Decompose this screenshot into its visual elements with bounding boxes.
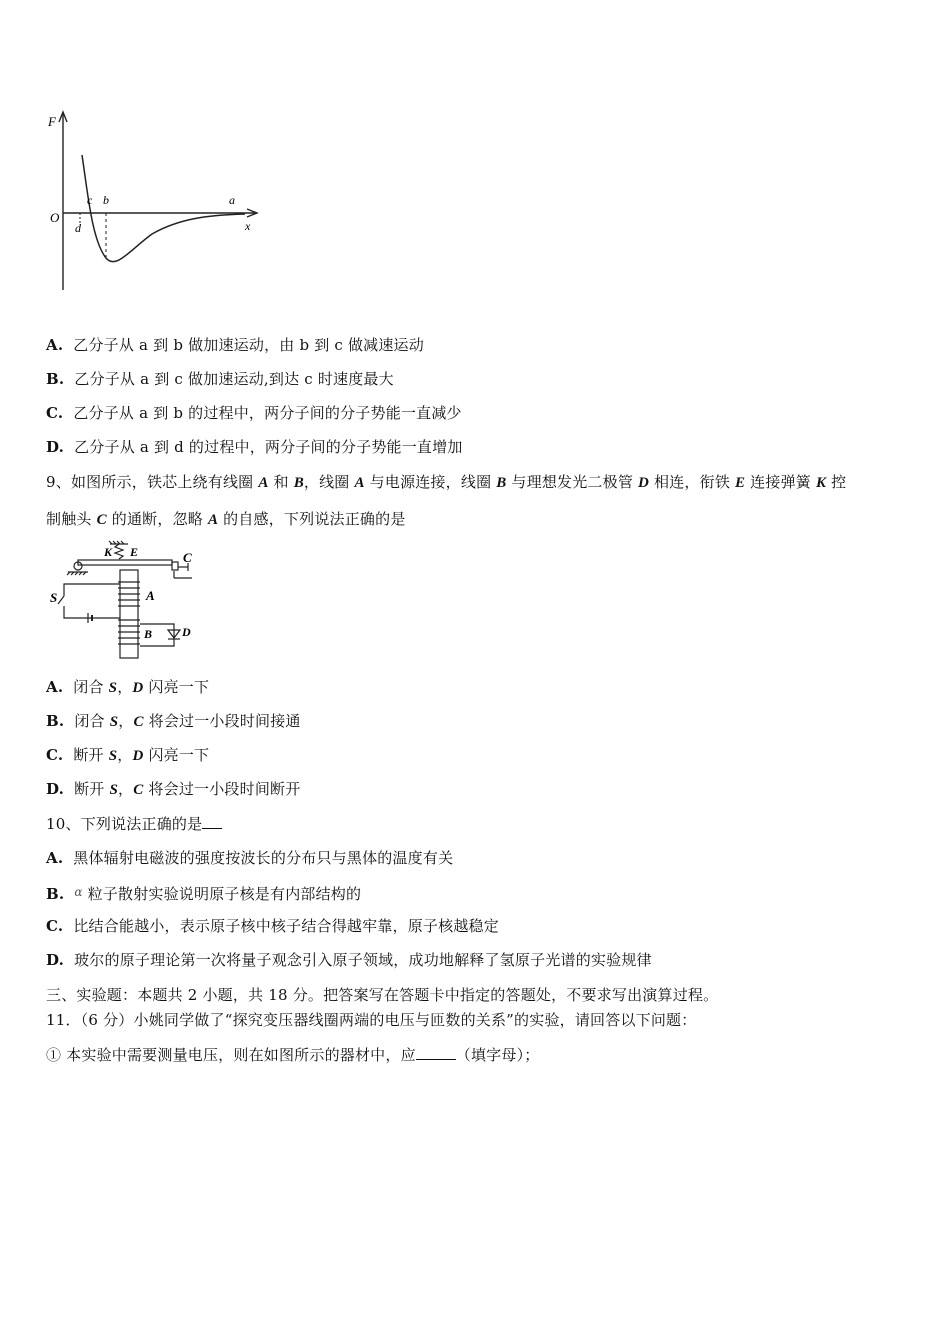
q9-option-b: B. 闭合 S，C 将会过一小段时间接通 bbox=[46, 712, 301, 730]
q10-option-a: A. 黑体辐射电磁波的强度按波长的分布只与黑体的温度有关 bbox=[46, 849, 454, 867]
force-distance-graph bbox=[40, 100, 270, 300]
q9-stem-line2: 制触头 C 的通断，忽略 A 的自感，下列说法正确的是 bbox=[46, 510, 406, 528]
q11-sub1: ① 本实验中需要测量电压，则在如图所示的器材中，应 （填字母）； bbox=[46, 1046, 540, 1064]
label-c: c bbox=[87, 193, 93, 207]
q8-option-b: B. 乙分子从 a 到 c 做加速运动,到达 c 时速度最大 bbox=[46, 370, 394, 388]
q10-option-b: B. $^\alpha$ 粒子散射实验说明原子核是有内部结构的 bbox=[46, 885, 362, 903]
q9-option-c: C. 断开 S，D 闪亮一下 bbox=[46, 746, 210, 764]
label-F: F bbox=[48, 114, 56, 129]
q10-stem: 10、下列说法正确的是 bbox=[46, 814, 222, 834]
q11-answer-blank bbox=[416, 1045, 456, 1060]
label-b: b bbox=[103, 193, 109, 207]
q8-option-d: D. 乙分子从 a 到 d 的过程中，两分子间的分子势能一直增加 bbox=[46, 438, 463, 456]
label-B: B bbox=[144, 627, 153, 641]
label-D: D bbox=[182, 625, 191, 639]
label-a: a bbox=[229, 193, 235, 207]
q10-option-d: D. 玻尔的原子理论第一次将量子观念引入原子领域，成功地解释了氢原子光谱的实验规律 bbox=[46, 951, 652, 969]
label-K: K bbox=[104, 545, 113, 559]
section3-heading: 三、实验题：本题共 2 小题，共 18 分。把答案写在答题卡中指定的答题处，不要求写出演算过程。 bbox=[46, 986, 719, 1004]
label-S: S bbox=[50, 590, 58, 605]
q10-option-c: C. 比结合能越小，表示原子核中核子结合得越牢靠，原子核越稳定 bbox=[46, 917, 499, 935]
label-d: d bbox=[75, 221, 81, 235]
q9-stem-line1: 9、如图所示，铁芯上绕有线圈 A 和 B，线圈 A 与电源连接，线圈 B 与理想发光二极管 D 相连，衔铁 E 连接弹簧 K 控 bbox=[46, 473, 847, 491]
label-C: C bbox=[183, 550, 192, 565]
q11-stem: 11．（6 分）小姚同学做了“探究变压器线圈两端的电压与匝数的关系”的实验，请回答以下问题： bbox=[46, 1011, 697, 1029]
label-E: E bbox=[130, 545, 139, 559]
label-A: A bbox=[146, 588, 155, 603]
relay-circuit-diagram bbox=[48, 540, 208, 665]
q9-option-d: D. 断开 S，C 将会过一小段时间断开 bbox=[46, 780, 301, 798]
label-x: x bbox=[245, 219, 251, 233]
q8-option-a: A. 乙分子从 a 到 b 做加速运动，由 b 到 c 做减速运动 bbox=[46, 336, 424, 354]
q10-answer-blank bbox=[202, 814, 222, 829]
q8-option-c: C. 乙分子从 a 到 b 的过程中，两分子间的分子势能一直减少 bbox=[46, 404, 462, 422]
label-O: O bbox=[50, 210, 60, 225]
q9-option-a: A. 闭合 S，D 闪亮一下 bbox=[46, 678, 210, 696]
